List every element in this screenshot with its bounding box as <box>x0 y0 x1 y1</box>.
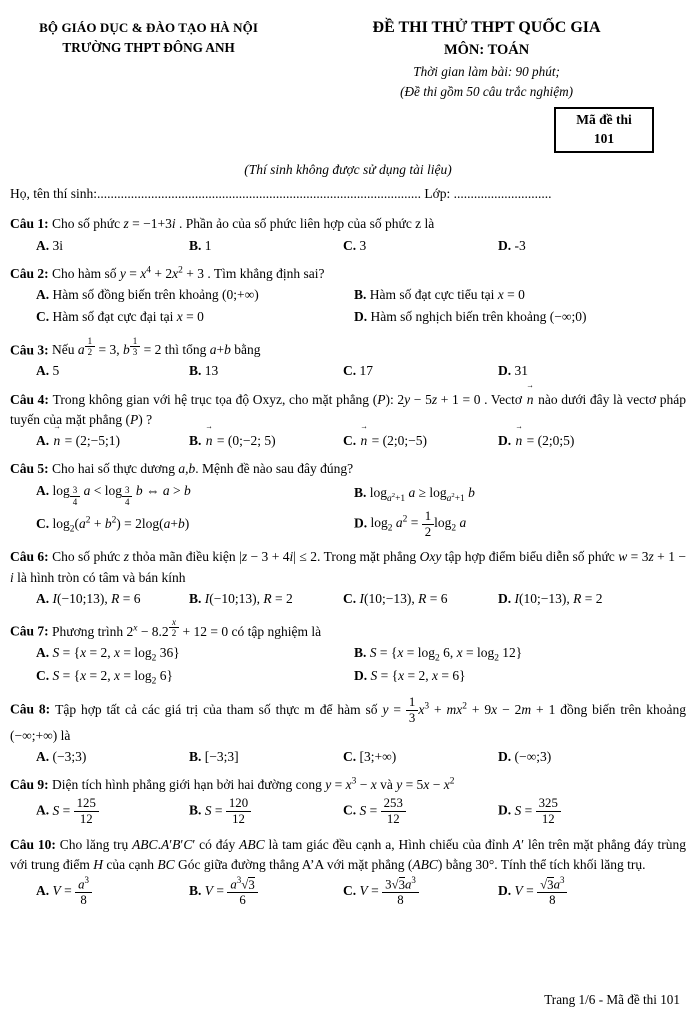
question <box>10 695 686 767</box>
vector-arrow: → n <box>360 431 369 451</box>
option-B <box>354 643 686 664</box>
question-text: Câu 10: Cho lăng trụ ABC.A′B′C′ có đáy ABC là tam giác đều cạnh a, Hình chiếu của đỉnh A′ lên trên mặt phẳng đáy trùng với trung điểm H của cạnh BC Góc giữa đường thẳng A’A với mặt phẳng (ABC) bằng 30°. Tính thể tích khối lăng trụ. <box>10 836 686 873</box>
option-label: D. <box>354 309 371 325</box>
option-label: C. <box>343 433 360 449</box>
option-text: [3;+∞) <box>359 748 397 764</box>
option-text: V = $\frac{√3a^3}{8}$ <box>515 883 568 898</box>
vector-arrow: → n <box>526 390 535 410</box>
option-C <box>343 747 498 767</box>
option-label: A. <box>36 287 53 303</box>
question-text: Câu 9: Diện tích hình phẳng giới hạn bởi hai đường cong $y = x^3 - x$ và $y = 5x - x^2$ <box>10 776 455 793</box>
option-text: 3i <box>52 237 64 253</box>
org-name: BỘ GIÁO DỤC & ĐÀO TẠO HÀ NỘI <box>39 20 259 35</box>
option-label: A. <box>36 237 53 253</box>
option-label: A. <box>36 644 53 660</box>
option-text: 5 <box>52 363 60 379</box>
option-label: D. <box>498 590 515 606</box>
option-label: D. <box>354 668 371 684</box>
option-text: I(−10;13), R = 6 <box>52 590 141 606</box>
option-text: 31 <box>514 363 528 379</box>
option-label: C. <box>343 802 360 818</box>
option-B <box>189 796 343 827</box>
question <box>10 336 686 382</box>
question-text: Câu 6: Cho số phức z thỏa mãn điều kiện |z − 3 + 4i| ≤ 2. Trong mặt phẳng Oxy tập hợp điểm biểu diễn số phức w = 3z + 1 − i là hình tròn có tâm và bán kính <box>10 549 686 585</box>
option-label: B. <box>189 363 205 379</box>
option-label: D. <box>498 883 515 899</box>
answer-options <box>36 431 686 451</box>
exam-code-box <box>554 107 654 152</box>
option-label: B. <box>189 433 205 449</box>
answer-options <box>36 361 686 381</box>
option-label: C. <box>343 590 360 606</box>
option-label: C. <box>343 883 360 899</box>
option-label: A. <box>36 802 53 818</box>
duration-note: Thời gian làm bài: 90 phút; <box>413 63 560 79</box>
option-text: Hàm số đồng biến trên khoảng (0;+∞) <box>52 287 259 303</box>
option-text: → n = (0;−2; 5) <box>205 433 276 448</box>
question-number: Câu 2: <box>10 265 53 281</box>
question-number: Câu 7: <box>10 623 53 639</box>
option-C <box>343 236 498 256</box>
option-A <box>36 747 189 767</box>
question-number: Câu 3: <box>10 342 53 358</box>
question <box>10 547 686 609</box>
option-label: B. <box>189 590 205 606</box>
option-label: D. <box>498 748 515 764</box>
option-text: S = $\frac{120}{12}$ <box>205 803 251 818</box>
page-footer: Trang 1/6 - Mã đề thi 101 <box>544 992 680 1008</box>
option-D <box>498 747 686 767</box>
option-label: B. <box>189 802 205 818</box>
question-number: Câu 9: <box>10 777 53 793</box>
option-label: C. <box>343 237 360 253</box>
option-C <box>343 796 498 827</box>
option-label: A. <box>36 883 53 899</box>
option-text: → n = (2;−5;1) <box>53 433 120 448</box>
vector-arrow: → n <box>205 431 214 451</box>
option-text: $\log_2(a^2 + b^2) = 2\log(a+b)$ <box>52 515 190 535</box>
option-label: B. <box>354 287 370 303</box>
option-label: C. <box>36 309 53 325</box>
exam-code-value: 101 <box>593 130 615 146</box>
option-label: C. <box>36 668 53 684</box>
option-label: B. <box>189 748 205 764</box>
student-name-label: Họ, tên thí sinh: <box>10 186 97 202</box>
answer-options <box>36 643 686 687</box>
option-label: A. <box>36 590 53 606</box>
option-C <box>36 514 354 535</box>
option-A <box>36 431 189 451</box>
option-B <box>189 589 343 609</box>
question-list <box>10 214 686 908</box>
option-B <box>189 236 343 256</box>
question-count-note: (Đề thi gồm 50 câu trắc nghiệm) <box>400 83 573 99</box>
option-C <box>36 307 354 327</box>
answer-options <box>36 589 686 609</box>
option-text: V = $\frac{a^3√3}{6}$ <box>205 883 258 898</box>
vector-arrow: → n <box>515 431 524 451</box>
option-D <box>498 796 686 827</box>
option-A <box>36 361 189 381</box>
option-label: A. <box>36 433 53 449</box>
option-label: D. <box>498 237 515 253</box>
option-label: A. <box>36 482 53 498</box>
answer-options <box>36 285 686 328</box>
option-D <box>498 361 686 381</box>
question-text: Câu 2: Cho hàm số $y = x^4 + 2x^2 + 3$ . Tìm khẳng định sai? <box>10 265 325 281</box>
option-C <box>343 589 498 609</box>
exam-code-label: Mã đề thi <box>576 112 632 128</box>
class-label: Lớp: <box>424 186 451 202</box>
issuing-authority <box>10 16 287 101</box>
class-blank: ............................. <box>453 186 552 202</box>
option-label: D. <box>498 363 515 379</box>
question-text: Câu 3: Nếu a $^{\frac{1}{2}}$ = 3, b $^{\frac{1}{3}}$ = 2 thì tổng a+b bằng <box>10 335 261 358</box>
option-label: D. <box>498 802 515 818</box>
option-B <box>189 361 343 381</box>
question <box>10 775 686 827</box>
option-D <box>354 666 686 686</box>
option-text: 3 <box>359 237 367 253</box>
option-text: S = $\frac{125}{12}$ <box>53 803 99 818</box>
answer-options <box>36 236 686 256</box>
answer-options <box>36 796 686 827</box>
question <box>10 390 686 452</box>
option-text: → n = (2;0;−5) <box>360 433 427 448</box>
option-text: S = {x = 2, $x = \log_2 6$} <box>52 668 173 687</box>
option-text: 17 <box>359 363 373 379</box>
option-D <box>354 509 686 540</box>
option-text: V = $\frac{3√3a^3}{8}$ <box>360 883 419 898</box>
option-text: 1 <box>204 237 212 253</box>
school-name: TRƯỜNG THPT ĐÔNG ANH <box>62 39 235 55</box>
vector-arrow: → n <box>53 431 62 451</box>
option-A <box>36 796 189 827</box>
exam-title-block <box>287 16 686 101</box>
question-number: Câu 4: <box>10 391 53 407</box>
answer-options <box>36 747 686 767</box>
option-text: S = $\frac{253}{12}$ <box>360 803 406 818</box>
question-text: Câu 5: Cho hai số thực dương a,b. Mệnh đề nào sau đây đúng? <box>10 461 354 477</box>
option-label: B. <box>354 485 370 501</box>
option-text: → n = (2;0;5) <box>515 433 575 448</box>
question-text: Câu 7: Phương trình $2^x - 8.2$ $^{\frac{x}{2}}$ + 12 = 0 có tập nghiệm là <box>10 617 322 639</box>
question-text: Câu 8: Tập hợp tất cả các giá trị của tham số thực m để hàm số y = $\frac{1}{3}$ $x^3 + mx^2 + 9x - 2m + 1$ đồng biến trên khoảng (−∞;+∞) là <box>10 695 686 743</box>
option-text: -3 <box>514 237 526 253</box>
option-C <box>36 666 354 687</box>
question-number: Câu 8: <box>10 701 56 717</box>
option-text: Hàm số nghịch biến trên khoảng (−∞;0) <box>370 309 587 325</box>
subject-title: MÔN: TOÁN <box>443 42 530 58</box>
option-label: C. <box>343 363 360 379</box>
answer-options <box>36 876 686 908</box>
option-text: S = {x = 2, $x = \log_2 36$} <box>52 644 180 664</box>
option-A <box>36 876 189 908</box>
option-C <box>343 876 498 908</box>
option-label: B. <box>189 883 205 899</box>
option-text: I(10;−13), R = 2 <box>514 590 603 606</box>
option-D <box>354 307 686 327</box>
option-D <box>498 431 686 451</box>
student-info-line <box>10 184 686 204</box>
option-text: I(−10;13), R = 2 <box>204 590 293 606</box>
option-text: $\log_{a^2+1} a \ge \log_{a^2+1} b$ <box>369 485 475 504</box>
question-text: Câu 4: Trong không gian với hệ trục tọa độ Oxyz, cho mặt phẳng (P): 2y − 5z + 1 = 0 . Vectơ → n nào dưới đây là vectơ pháp tuyến của mặt phẳng (P) ? <box>10 390 686 431</box>
option-text: Hàm số đạt cực đại tại x = 0 <box>52 309 204 325</box>
option-D <box>498 876 686 908</box>
question <box>10 835 686 908</box>
option-label: B. <box>354 644 370 660</box>
option-B <box>189 876 343 908</box>
option-A <box>36 643 354 664</box>
option-label: D. <box>354 515 371 531</box>
question-number: Câu 1: <box>10 216 53 232</box>
option-label: A. <box>36 363 53 379</box>
option-text: log $_{\frac{3}{4}}$ a < log $_{\frac{3}{4}}$ b ⇔ a > b <box>52 482 191 507</box>
option-A <box>36 481 354 507</box>
option-text: $S = \{x = \log_2 6$, $x = \log_2 12$} <box>369 644 523 664</box>
question-number: Câu 5: <box>10 461 53 477</box>
exam-title: ĐỀ THI THỬ THPT QUỐC GIA <box>372 19 601 36</box>
option-label: A. <box>36 748 53 764</box>
option-text: (−∞;3) <box>514 748 552 764</box>
option-text: [−3;3] <box>204 748 239 764</box>
header <box>10 16 686 101</box>
option-text: V = $\frac{a^3}{8}$ <box>53 883 93 898</box>
option-C <box>343 361 498 381</box>
option-text: S = $\frac{325}{12}$ <box>515 803 561 818</box>
option-text: I(10;−13), R = 6 <box>359 590 448 606</box>
question <box>10 617 686 687</box>
option-label: C. <box>36 515 53 531</box>
answer-options <box>36 481 686 540</box>
option-text: S = {x = 2, x = 6} <box>370 668 466 684</box>
option-text: 13 <box>204 363 219 379</box>
option-text: $\log_2 a^2$ = $\frac{1}{2}$ $\log_2 a$ <box>370 508 467 539</box>
question-number: Câu 6: <box>10 549 53 565</box>
question <box>10 214 686 256</box>
student-name-blank: ................................................................................................ <box>97 186 421 202</box>
option-B <box>354 285 686 305</box>
option-A <box>36 285 354 305</box>
question <box>10 459 686 539</box>
option-D <box>498 589 686 609</box>
question <box>10 264 686 328</box>
option-text: (−3;3) <box>52 748 87 764</box>
option-label: B. <box>189 237 205 253</box>
option-text: Hàm số đạt cực tiểu tại x = 0 <box>369 287 525 303</box>
option-A <box>36 236 189 256</box>
option-label: C. <box>343 748 360 764</box>
option-D <box>498 236 686 256</box>
question-text: Câu 1: Cho số phức z = −1+3i . Phần ảo của số phức liên hợp của số phức z là <box>10 216 435 232</box>
option-B <box>189 747 343 767</box>
option-B <box>189 431 343 451</box>
option-C <box>343 431 498 451</box>
option-A <box>36 589 189 609</box>
option-B <box>354 483 686 504</box>
no-materials-note: (Thí sinh không được sử dụng tài liệu) <box>244 161 452 177</box>
question-number: Câu 10: <box>10 836 60 852</box>
option-label: D. <box>498 433 515 449</box>
